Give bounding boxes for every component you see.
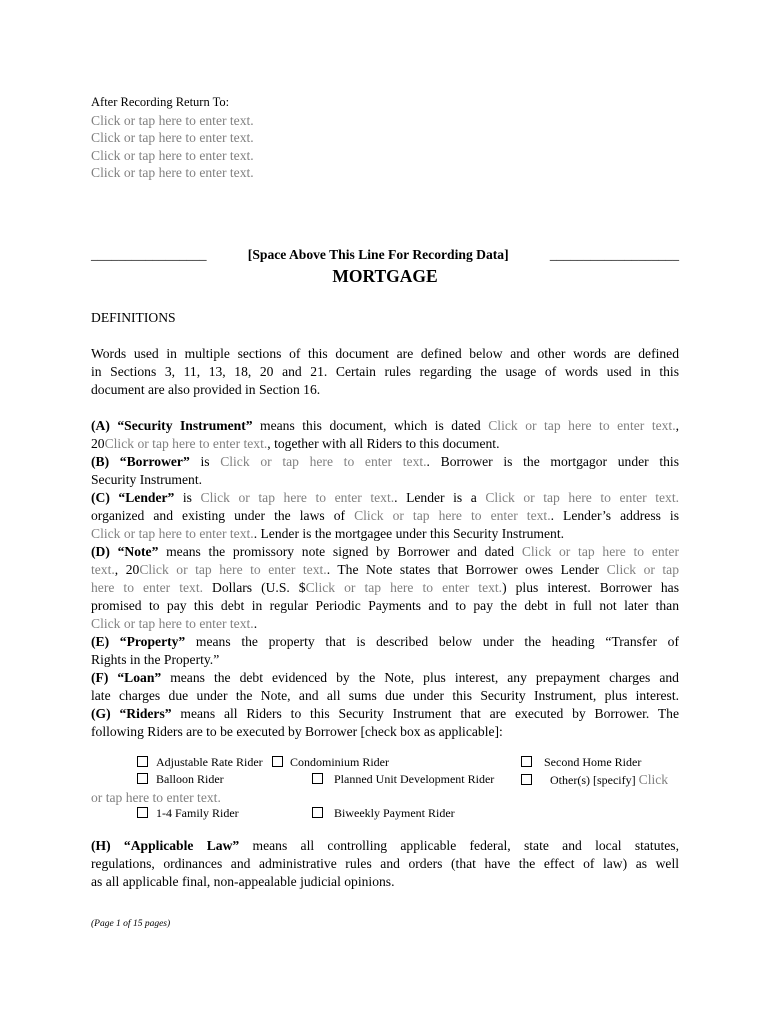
- rider-option-adjustable[interactable]: [137, 755, 263, 770]
- document-title: MORTGAGE: [332, 266, 438, 286]
- definition-text: means the debt evidenced by the Note, plus interest, any prepayment charges and: [161, 670, 679, 685]
- definition-text: is: [174, 490, 201, 505]
- definition-text: . Lender is the mortgagee under this Security Instrument.: [253, 526, 564, 541]
- rider-label: 1-4 Family Rider: [156, 806, 239, 820]
- rider-option-second-home[interactable]: [521, 755, 641, 770]
- year-field[interactable]: Click or tap here to enter text.: [104, 436, 268, 451]
- checkbox[interactable]: [312, 773, 323, 784]
- checkbox[interactable]: [137, 807, 148, 818]
- checkbox[interactable]: [521, 756, 532, 767]
- definition-a-cont: [91, 435, 679, 453]
- rider-label: Balloon Rider: [156, 772, 224, 786]
- definition-text: Dollars (U.S. $: [203, 580, 306, 595]
- checkbox[interactable]: [137, 773, 148, 784]
- recording-label: [Space Above This Line For Recording Data]: [247, 247, 509, 262]
- amount-number-field[interactable]: Click or tap here to enter text.: [305, 580, 503, 595]
- checkbox[interactable]: [272, 756, 283, 767]
- definition-text: means the promissory note signed by Borrower and dated: [158, 544, 522, 559]
- lender-state-field[interactable]: Click or tap here to enter text.: [354, 508, 551, 523]
- amount-words-field[interactable]: Click or tap: [606, 562, 680, 577]
- rider-option-pud[interactable]: [312, 772, 494, 787]
- definition-h-cont: as all applicable final, non-appealable judicial opinions.: [91, 874, 395, 889]
- definition-text: , together with all Riders to this document.: [267, 436, 500, 451]
- definition-text: means the property that is described below under the heading “Transfer of: [185, 634, 679, 649]
- definition-text: . Borrower is the mortgagor under this: [426, 454, 679, 469]
- lender-field[interactable]: Click or tap here to enter text.: [200, 490, 395, 505]
- definition-f-cont: late charges due under the Note, and all sums due under this Security Instrument, plus interest.: [91, 688, 679, 703]
- rider-option-other[interactable]: [521, 772, 668, 788]
- definition-a: [91, 417, 679, 435]
- return-to-block: [91, 94, 254, 182]
- recording-rule-left: _________________: [91, 247, 207, 262]
- rider-label: Biweekly Payment Rider: [334, 806, 455, 820]
- term-note: (D) “Note”: [91, 544, 159, 559]
- definition-text: , 20: [114, 562, 140, 577]
- page-footer: (Page 1 of 15 pages): [91, 919, 171, 929]
- definition-g: [91, 705, 679, 723]
- rider-label: Condominium Rider: [290, 755, 389, 769]
- definition-text: .: [253, 616, 258, 631]
- note-date-field[interactable]: Click or tap here to enter: [521, 544, 679, 559]
- definition-d: [91, 543, 679, 561]
- term-riders: (G) “Riders”: [91, 706, 172, 721]
- definition-text: organized and existing under the laws of: [91, 508, 355, 523]
- definition-h-cont: regulations, ordinances and administrative rules and orders (that have the effect of law) as well: [91, 856, 679, 871]
- rider-option-biweekly[interactable]: [312, 806, 455, 821]
- definition-c-cont: [91, 525, 679, 543]
- definition-text: . The Note states that Borrower owes Lender: [326, 562, 607, 577]
- rider-option-balloon[interactable]: [137, 772, 224, 787]
- lender-address-field[interactable]: Click or tap here to enter text.: [91, 526, 254, 541]
- definitions-heading: DEFINITIONS: [91, 310, 176, 325]
- lender-type-field[interactable]: Click or tap here to enter text.: [485, 490, 679, 505]
- rider-label: Adjustable Rate Rider: [156, 755, 263, 769]
- rider-label: Second Home Rider: [544, 755, 642, 769]
- definition-b: [91, 453, 679, 471]
- definition-text: 20: [91, 436, 105, 451]
- rider-option-condominium[interactable]: [272, 755, 389, 770]
- definition-text: . Lender is a: [394, 490, 486, 505]
- definition-text: means this document, which is dated: [252, 418, 489, 433]
- intro-line: document are also provided in Section 16.: [91, 382, 321, 397]
- rider-label: Planned Unit Development Rider: [334, 772, 495, 786]
- checkbox[interactable]: [312, 807, 323, 818]
- return-to-field[interactable]: Click or tap here to enter text.: [91, 147, 254, 163]
- date-field[interactable]: Click or tap here to enter text.: [488, 418, 676, 433]
- return-to-label: After Recording Return To:: [91, 95, 230, 109]
- term-property: (E) “Property”: [91, 634, 186, 649]
- checkbox[interactable]: [137, 756, 148, 767]
- definition-g-cont: following Riders are to be executed by Borrower [check box as applicable]:: [91, 724, 503, 739]
- definition-text: ,: [675, 418, 680, 433]
- other-rider-field[interactable]: Click: [638, 772, 669, 787]
- term-loan: (F) “Loan”: [91, 670, 162, 685]
- term-borrower: (B) “Borrower”: [91, 454, 190, 469]
- term-security-instrument: (A) “Security Instrument”: [91, 418, 253, 433]
- note-date-field[interactable]: text.: [91, 562, 115, 577]
- definition-text: . Lender’s address is: [550, 508, 679, 523]
- checkbox[interactable]: [521, 774, 532, 785]
- definition-d-cont: [91, 615, 679, 633]
- definition-d-cont: [91, 561, 679, 579]
- return-to-field[interactable]: Click or tap here to enter text.: [91, 165, 254, 180]
- return-to-field[interactable]: Click or tap here to enter text.: [91, 130, 254, 145]
- definition-d-cont: promised to pay this debt in regular Periodic Payments and to pay the debt in full not later than: [91, 598, 679, 613]
- intro-line: Words used in multiple sections of this document are defined below and other words are defined: [91, 346, 679, 361]
- definition-text: means all controlling applicable federal, state and local statutes,: [239, 838, 679, 853]
- rider-option-1-4-family[interactable]: [137, 806, 239, 821]
- definition-e-cont: Rights in the Property.”: [91, 652, 220, 667]
- definition-c: [91, 489, 679, 507]
- definition-text: means all Riders to this Security Instrument that are executed by Borrower. The: [171, 706, 679, 721]
- definition-h: [91, 837, 679, 855]
- other-rider-field[interactable]: or tap here to enter text.: [91, 790, 221, 805]
- intro-line: in Sections 3, 11, 13, 18, 20 and 21. Certain rules regarding the usage of words used in this: [91, 364, 679, 379]
- definition-e: [91, 633, 679, 651]
- term-lender: (C) “Lender”: [91, 490, 175, 505]
- amount-words-field[interactable]: here to enter text.: [91, 580, 203, 595]
- definition-c-cont: [91, 507, 679, 525]
- term-applicable-law: (H) “Applicable Law”: [91, 838, 240, 853]
- recording-rule-right: ___________________: [549, 247, 679, 262]
- note-year-field[interactable]: Click or tap here to enter text.: [139, 562, 327, 577]
- definition-d-cont: [91, 579, 679, 597]
- definition-text: ) plus interest. Borrower has: [502, 580, 679, 595]
- definition-f: [91, 669, 679, 687]
- recording-data-line: [91, 247, 679, 263]
- rider-label: Other(s) [specify]: [550, 773, 636, 787]
- return-to-field[interactable]: Click or tap here to enter text.: [91, 112, 254, 128]
- definition-b-cont: Security Instrument.: [91, 472, 202, 487]
- definition-text: is: [189, 454, 221, 469]
- borrower-field[interactable]: Click or tap here to enter text.: [220, 454, 427, 469]
- maturity-date-field[interactable]: Click or tap here to enter text.: [91, 616, 254, 631]
